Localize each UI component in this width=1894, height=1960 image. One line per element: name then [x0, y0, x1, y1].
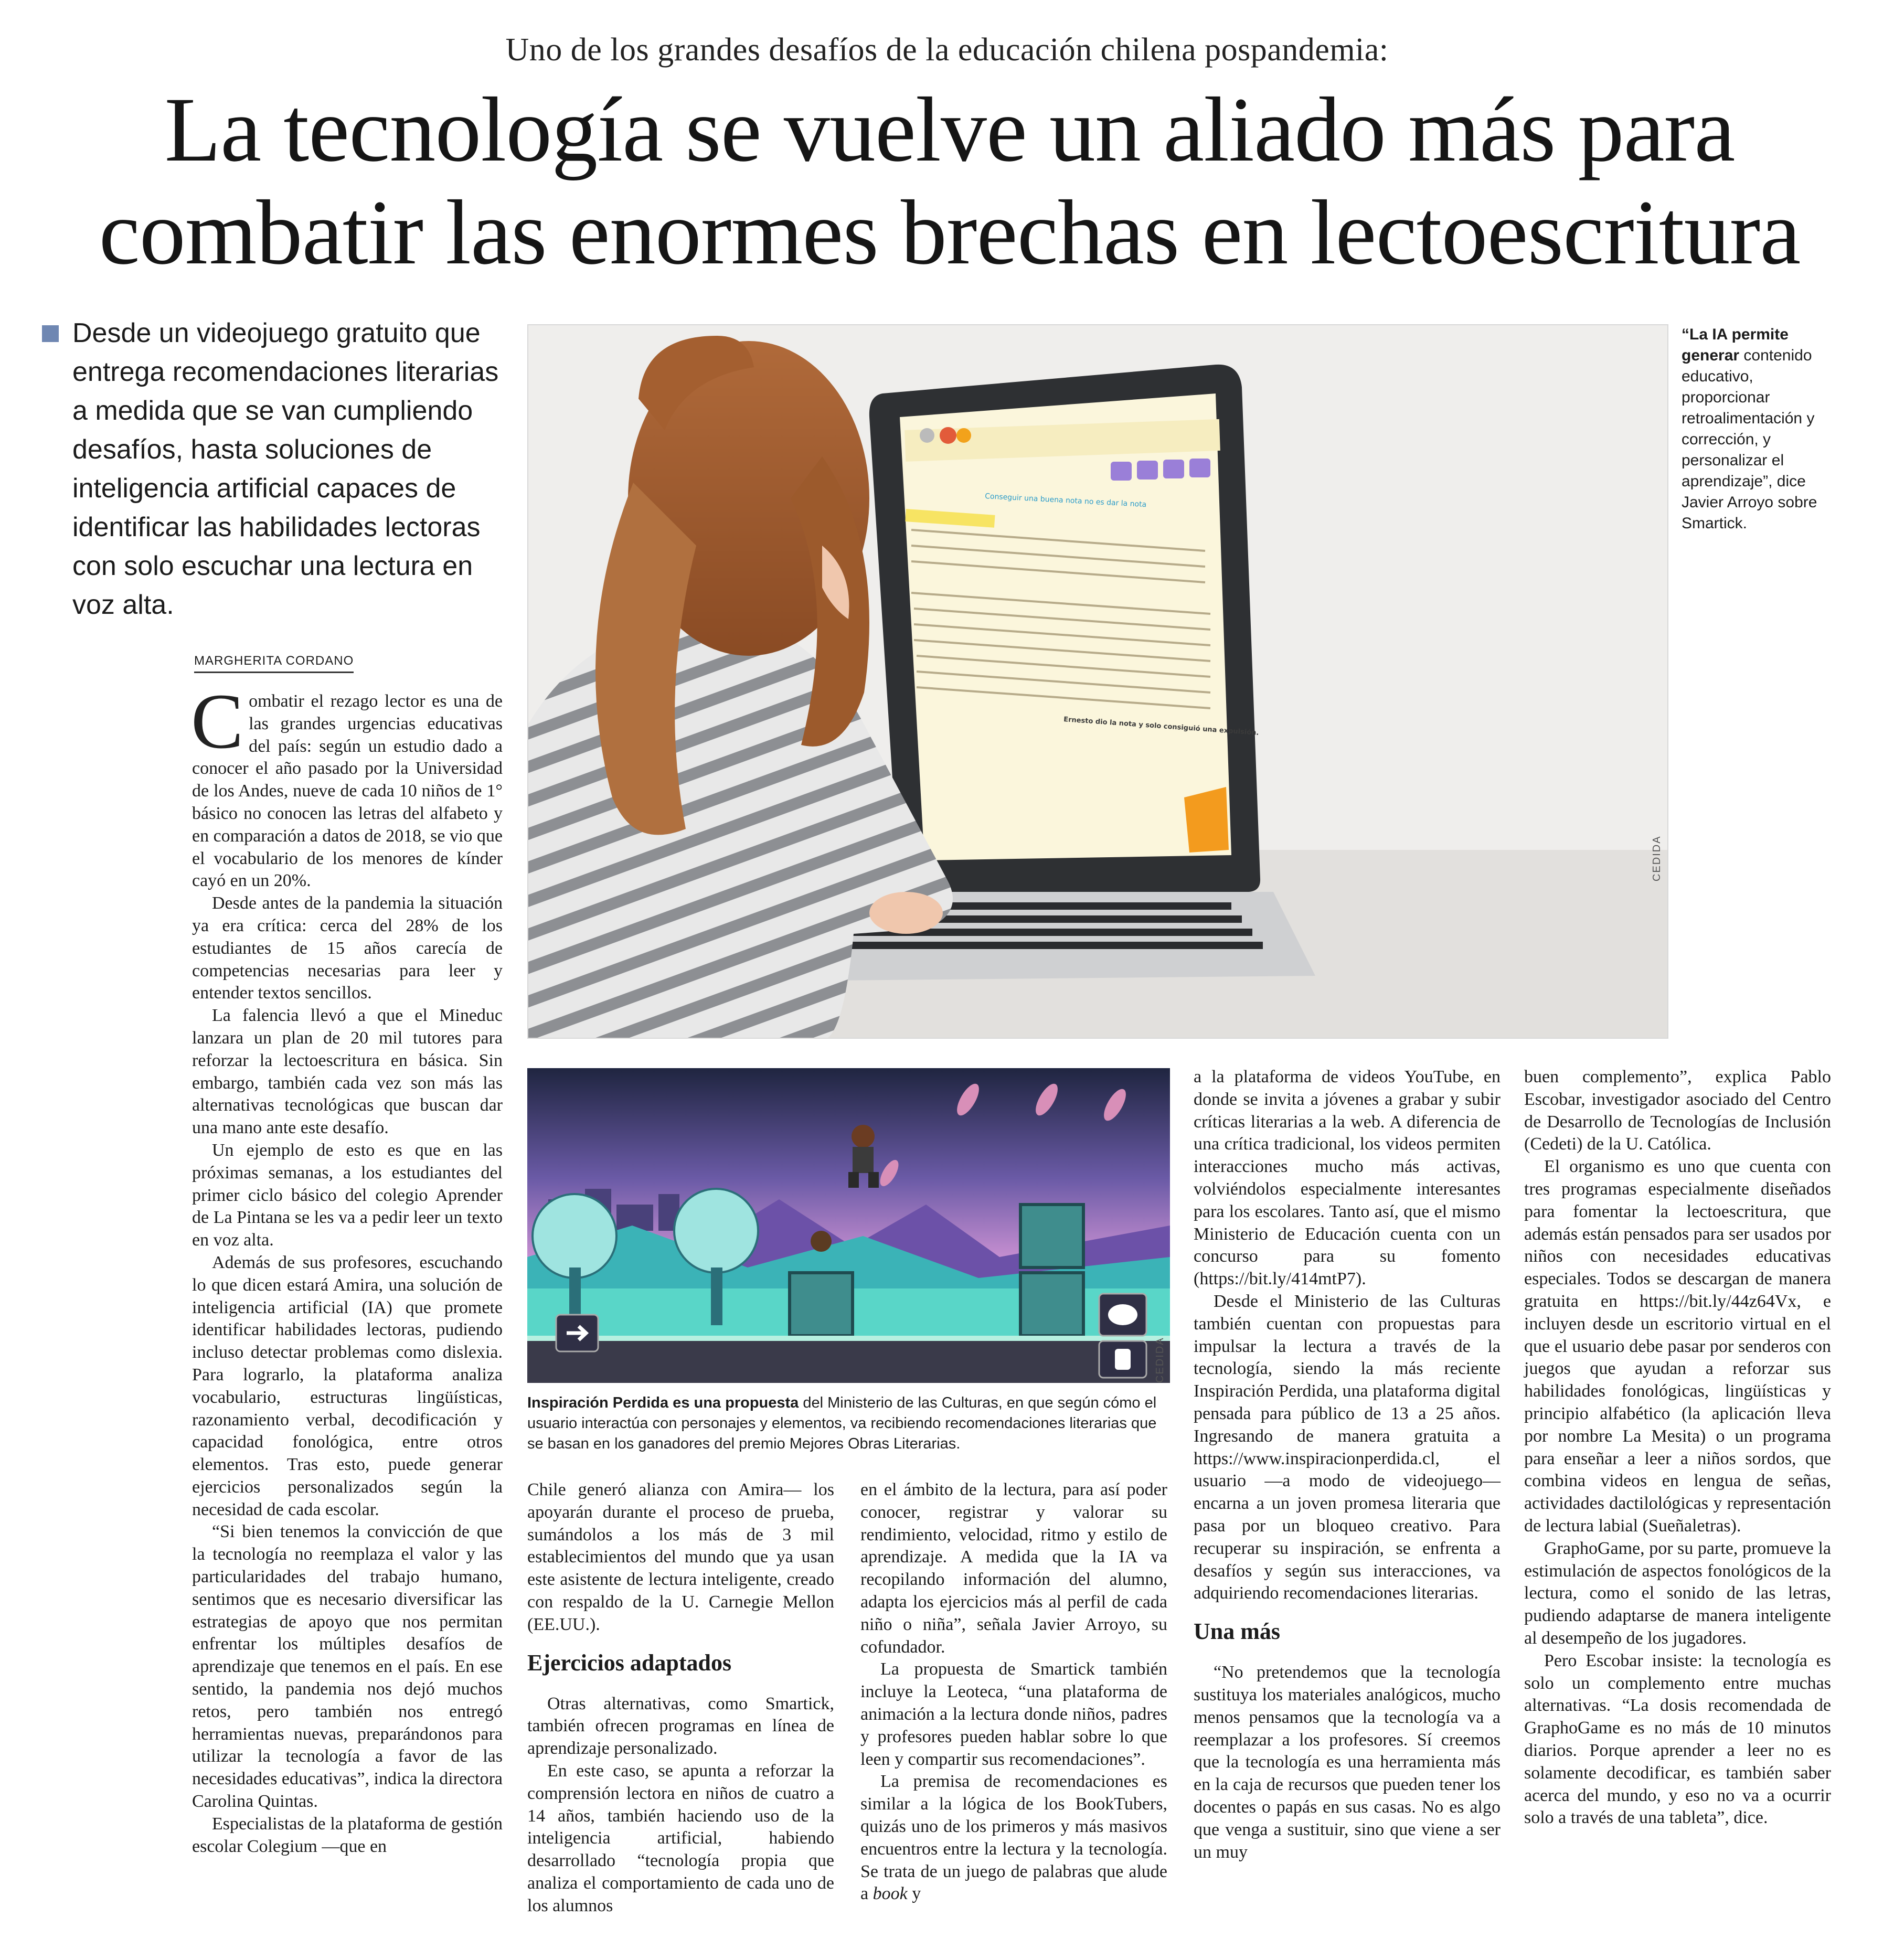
paragraph: Pero Escobar insiste: la tecnología es solo un complemento entre muchas alternativas. “La dosis recomendada de GraphoGame es no más de 10 minutos diarios. Porque aprender a leer no es solamente decodificar, es también saber acerca del mundo, y eso no va a ocurrir solo a través de una tableta”, dice. [1524, 1650, 1831, 1828]
subheading: Ejercicios adaptados [527, 1649, 732, 1676]
paragraph: En este caso, se apunta a reforzar la comprensión lectora en niños de cuatro a 14 años, también haciendo uso de la inteligencia artificial, habiendo desarrollado “tecnología propia que analiza el comportamiento de cada uno de los alumnos [527, 1761, 834, 1915]
paragraph-text: ombatir el rezago lector es una de las grandes urgencias educativas del país: según un estudio dado a conocer el año pasado por la Universidad de los Andes, nueve de cada 10 niños de 1° básico no conocen las letras del alfabeto y en comparación a datos de 2018, se vio que el vocabulario de los menores de kínder cayó en un 20%. [192, 691, 503, 891]
game-caption-bold: Inspiración Perdida es una propuesta [527, 1394, 799, 1411]
child-laptop-illustration [528, 325, 1668, 1039]
photo-caption [1682, 324, 1839, 534]
drop-cap: C [191, 678, 244, 765]
game-screenshot [527, 1068, 1170, 1383]
paragraph: El organismo es uno que cuenta con tres programas especialmente diseñados para fomentar la lectoescritura, que además están pensados para ser usados por niños con necesidades educativas especiales. Todos se descargan de manera gratuita en https://bit.ly/44z64Vx, e incluyen desde un escritorio virtual en el que el usuario debe pasar por senderos con juegos que ayudan a reforzar sus habilidades fonológicas, lingüísticas y principio alfabético (la aplicación lleva por nombre La Mesita) o un programa para enseñar a leer a niños sordos, que combina videos en lengua de señas, actividades dactilológicas y representación de lectura labial (Sueñaletras). [1524, 1157, 1831, 1536]
paragraph: Un ejemplo de esto es que en las próximas semanas, a los estudiantes del primer ciclo básico del colegio Aprender de La Pintana se les va a pedir leer un texto en voz alta. [192, 1140, 503, 1250]
paragraph [191, 678, 503, 892]
paragraph: Desde antes de la pandemia la situación ya era crítica: cerca del 28% de los estudiantes de 15 años carecía de competencias necesarias para leer y entender textos sencillos. [192, 893, 503, 1003]
kicker: Uno de los grandes desafíos de la educación chilena pospandemia: [505, 32, 1389, 68]
game-caption [527, 1393, 1170, 1454]
paragraph: Otras alternativas, como Smartick, también ofrecen programas en línea de aprendizaje personalizado. [527, 1693, 834, 1759]
paragraph: GraphoGame, por su parte, promueve la estimulación de aspectos fonológicos de la lectura, como el sonido de las letras, pudiendo adaptarse de manera inteligente al desempeño de los jugadores. [1524, 1538, 1831, 1648]
screen-last-line: Ernesto dio la nota y solo consiguió una expulsión. [1063, 716, 1259, 738]
paragraph: “No pretendemos que la tecnología sustituya los materiales analógicos, mucho menos pensamos que la tecnología va a reemplazar a los profesores. Sí creemos que la tecnología es una herramienta más en la caja de recursos que pueden tener los docentes o papás en sus casas. No es algo que venga a sustituir, sino que viene a ser un muy [1194, 1663, 1501, 1862]
photo-credit: CEDIDA [1651, 835, 1663, 881]
paragraph-text: y [912, 1884, 921, 1904]
paragraph-text: La premisa de recomendaciones es similar a la lógica de los BookTubers, quizás uno de los primeros y más masivos encuentros entre la lectura y la tecnología. Se trata de un juego de palabras que alude a [860, 1772, 1167, 1904]
headline-line-1: La tecnología se vuelve un aliado más para [164, 79, 1735, 181]
paragraph: Además de sus profesores, escuchando lo que dicen estará Amira, una solución de inteligencia artificial (IA) que promete identificar habilidades lectoras, pudiendo incluso detectar problemas como dislexia. Para lograrlo, la plataforma analiza vocabulario, estructuras lingüísticas, razonamiento verbal, decodificación y capacidad fonológica, entre otros elementos. Tras esto, puede generar ejercicios personalizados según la necesidad de cada escolar. [192, 1252, 503, 1519]
photo-caption-bold: “La IA permite generar [1682, 326, 1789, 364]
headline-line-2: combatir las enormes brechas en lectoescritura [99, 182, 1801, 284]
paragraph: La propuesta de Smartick también incluye la Leoteca, “una plataforma de animación a la lectura donde niños, padres y profesores pueden hablar sobre lo que leen y compartir sus recomendaciones”. [860, 1659, 1167, 1769]
game-credit: CEDIDA [1154, 1337, 1166, 1383]
italic-word: book [872, 1884, 908, 1904]
lede-text: Desde un videojuego gratuito que entrega recomendaciones literarias a medida que se van cumpliendo desafíos, hasta soluciones de inteligencia artificial capaces de identificar las habilidades lectoras con solo escuchar una lectura en voz alta. [72, 318, 499, 620]
subheading: Una más [1194, 1618, 1281, 1645]
lede [42, 314, 504, 624]
byline: MARGHERITA CORDANO [194, 654, 354, 673]
article-column-3 [860, 1479, 1167, 1905]
paragraph: Especialistas de la plataforma de gestión escolar Colegium —que en [192, 1814, 503, 1856]
article-column-2 [527, 1479, 834, 1918]
paragraph [860, 1771, 1167, 1905]
paragraph: La falencia llevó a que el Mineduc lanzara un plan de 20 mil tutores para reforzar la lectoescritura en básica. Sin embargo, también cada vez son más las alternativas tecnológicas que buscan dar una mano ante este desafío. [192, 1006, 503, 1138]
paragraph: en el ámbito de la lectura, para así poder conocer, registrar y valorar su rendimiento, velocidad, ritmo y estilo de aprendizaje. A medida que la IA va recopilando información del alumno, adapta los ejercicios más al perfil de cada niño o niña”, señala Javier Arroyo, su cofundador. [860, 1480, 1167, 1657]
paragraph: a la plataforma de videos YouTube, en donde se invita a jóvenes a grabar y subir críticas literarias a la web. A diferencia de una crítica tradicional, los videos permiten interacciones mucho más activas, volviéndolos especialmente interesantes para los escolares. Tanto así, que el mismo Ministerio de Educación cuenta con un concurso para su fomento (https://bit.ly/414mtP7). [1194, 1067, 1501, 1289]
game-illustration [527, 1068, 1170, 1383]
game-caption-text: del Ministerio de las Culturas, en que según cómo el usuario interactúa con personajes y elementos, va recibiendo recomendaciones literarias que se basan en los ganadores del premio Mejores Obras Literarias. [527, 1394, 1157, 1452]
headline [31, 79, 1868, 284]
article-column-5 [1524, 1066, 1831, 1829]
main-photo [527, 324, 1668, 1039]
article-column-4 [1194, 1066, 1501, 1863]
screen-title: Conseguir una buena nota no es dar la nota [984, 492, 1147, 509]
paragraph: “Si bien tenemos la convicción de que la tecnología no reemplaza el valor y las particularidades del trabajo humano, sentimos que es necesario diversificar las estrategias de apoyo que nos permitan enfrentar los múltiples desafíos de aprendizaje que tenemos en el país. En ese sentido, la pandemia nos dejó muchos retos, pero también nos entregó herramientas nuevas, preparándonos para utilizar la tecnología a favor de las necesidades educativas”, indica la directora Carolina Quintas. [192, 1522, 503, 1812]
article-column-1 [191, 678, 503, 1858]
paragraph: Desde el Ministerio de las Culturas también cuentan con propuestas para impulsar la lectura a través de la tecnología, siendo la más reciente Inspiración Perdida, una plataforma digital pensada para público de 13 a 25 años. Ingresando de manera gratuita a https://www.inspiracionperdida.cl, el usuario —a modo de videojuego— encarna a un joven promesa literaria que pasa por un bloqueo creativo. Para recuperar su inspiración, se enfrenta a desafíos y según sus interacciones, va adquiriendo recomendaciones literarias. [1194, 1291, 1501, 1603]
photo-caption-text: contenido educativo, proporcionar retroalimentación y corrección, y personalizar el aprendizaje”, dice Javier Arroyo sobre Smartick. [1682, 347, 1817, 532]
square-bullet-icon [42, 325, 59, 342]
paragraph: buen complemento”, explica Pablo Escobar, investigador asociado del Centro de Desarrollo de Tecnologías de Inclusión (Cedeti) de la U. Católica. [1524, 1067, 1831, 1154]
paragraph: Chile generó alianza con Amira— los apoyarán durante el proceso de prueba, sumándolos a los más de 3 mil establecimientos del mundo que ya usan este asistente de lectura inteligente, creado con respaldo de la U. Carnegie Mellon (EE.UU.). [527, 1480, 834, 1634]
